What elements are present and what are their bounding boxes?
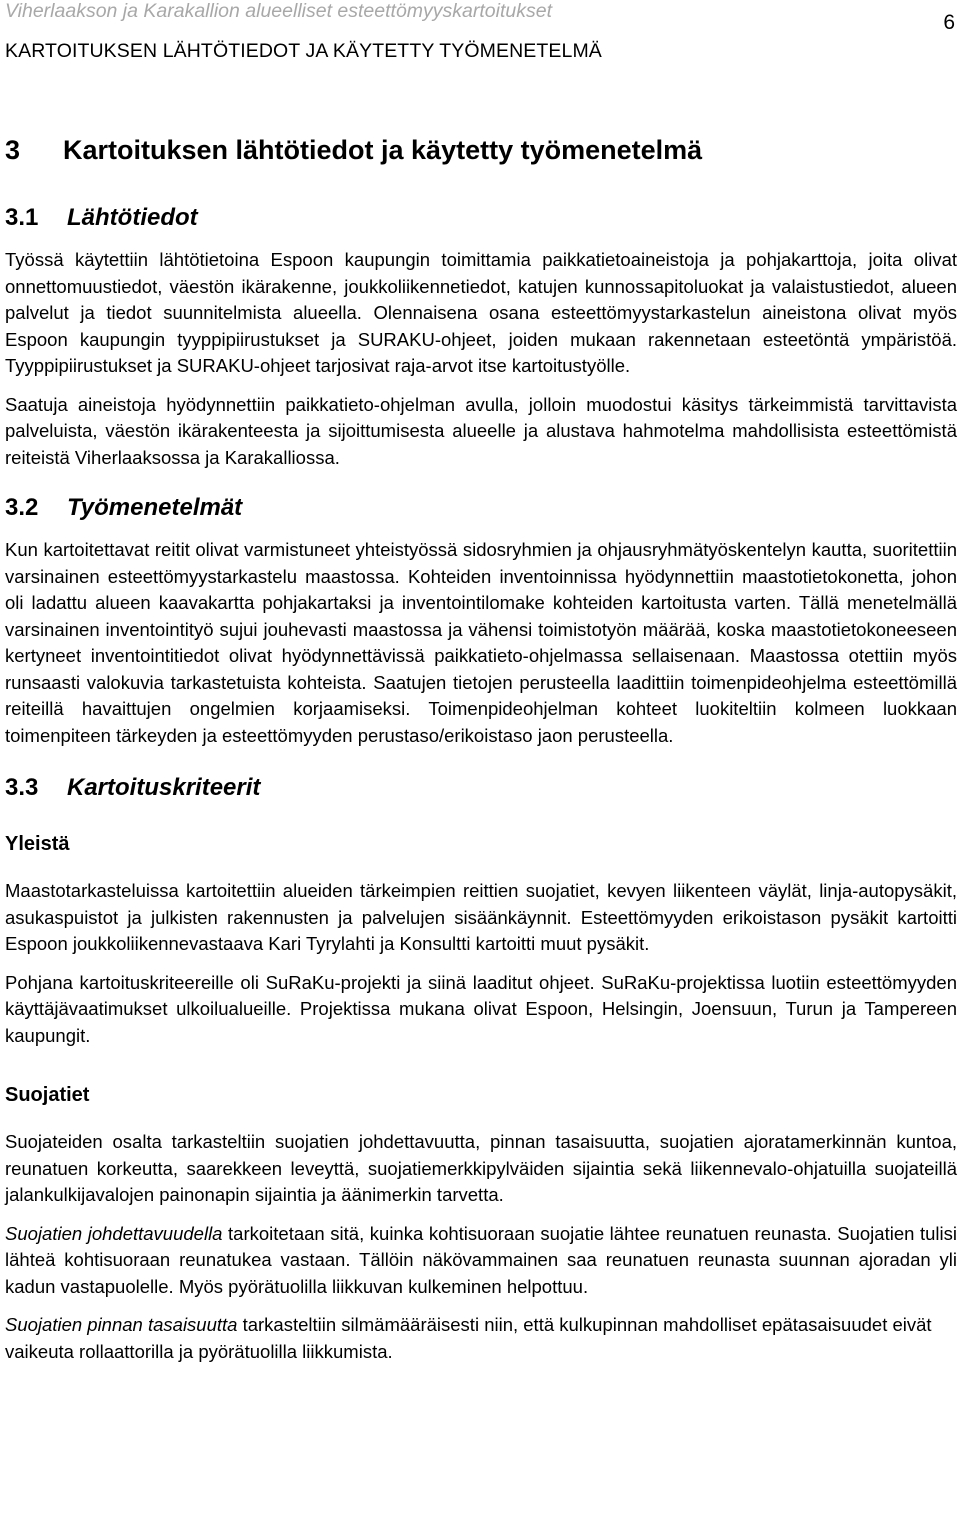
section-title: Kartoituksen lähtötiedot ja käytetty työmenetelmä	[63, 135, 703, 165]
paragraph	[5, 1221, 957, 1301]
running-title: Viherlaakson ja Karakallion alueelliset esteettömyyskartoitukset	[5, 0, 553, 22]
paragraph: Saatuja aineistoja hyödynnettiin paikkatieto-ohjelman avulla, jolloin muodostui käsitys tärkeimmistä tarvittavista palveluista, väestön ikärakenteesta ja sijoittumisesta alueelle ja alustava hahmotelma mahdollisista esteettömistä reiteistä Viherlaaksossa ja Karakalliossa.	[5, 393, 957, 468]
document-body	[5, 130, 957, 1377]
paragraph: Pohjana kartoituskriteereille oli SuRaKu-projekti ja siinä laaditut ohjeet. SuRaKu-projektissa luotiin esteettömyyden käyttäjävaatimukset ulkoilualueille. Projektissa mukana olivat Espoon, Helsingin, Joensuun, Turun ja Tampereen kaupungit.	[5, 971, 957, 1046]
paragraph: Suojateiden osalta tarkasteltiin suojatien johdettavuutta, pinnan tasaisuutta, suojatien ajoratamerkinnän kuntoa, reunatuen korkeutta, saarekkeen leveyttä, suojatiemerkkipylväiden sijaintia sekä liikennevalo-ohjatuilla suojateillä jalankulkijavalojen painonapin sijaintia ja äänimerkin tarvetta.	[5, 1131, 957, 1205]
section-number: 3.1	[5, 204, 39, 231]
page-number: 6	[943, 11, 955, 34]
section-number: 3.3	[5, 774, 39, 801]
section-3-heading	[5, 130, 957, 170]
section-3-1-heading	[5, 201, 957, 235]
subheading-crossings: Suojatiet	[5, 1084, 90, 1106]
paragraph	[5, 1312, 957, 1365]
section-number: 3.2	[5, 494, 39, 521]
section-title: Kartoituskriteerit	[67, 774, 261, 801]
paragraph-text: tarkoitetaan sitä, kuinka kohtisuoraan suojatie lähtee reunatuen reunasta. Suojatien tulisi lähteä kohtisuoraan reunatukea vastaan. Tällöin näkövammainen saa reunatuen reunasta suunnan ajoradan yli kadun vastapuolelle. Myös pyörätuolilla liikkuvan kulkeminen helpottuu.	[5, 1222, 957, 1297]
emphasized-term: Suojatien johdettavuudella	[5, 1222, 223, 1244]
section-title: Lähtötiedot	[67, 204, 198, 231]
emphasized-term: Suojatien pinnan tasaisuutta	[5, 1314, 238, 1335]
paragraph: Työssä käytettiin lähtötietoina Espoon kaupungin toimittamia paikkatietoaineistoja ja pohjakarttoja, joita olivat onnettomuustiedot, väestön ikärakenne, joukkoliikennetiedot, katujen kunnossapitoluokat ja valaistustiedot, alueen palvelut ja tiedot suunnitelmista alueella. Olennaisena osana esteettömyystarkastelun aineistona olivat myös Espoon kaupungin tyyppipiirustukset ja SURAKU-ohjeet, joiden mukaan rakennetaan esteetöntä ympäristöä. Tyyppipiirustukset ja SURAKU-ohjeet tarjosivat raja-arvot itse kartoitustyölle.	[5, 249, 957, 376]
section-title: Työmenetelmät	[67, 494, 243, 521]
section-number: 3	[5, 135, 21, 165]
paragraph: Maastotarkasteluissa kartoitettiin alueiden tärkeimpien reittien suojatiet, kevyen liikenteen väylät, linja-autopysäkit, asukaspuistot ja julkisten rakennusten ja palvelujen sisäänkäynnit. Esteettömyyden erikoistason pysäkit kartoitti Espoon joukkoliikennevastaava Kari Tyrylahti ja Konsultti kartoitti muut pysäkit.	[5, 880, 957, 954]
subheading-general: Yleistä	[5, 833, 70, 855]
chapter-title: KARTOITUKSEN LÄHTÖTIEDOT JA KÄYTETTY TYÖMENETELMÄ	[5, 40, 602, 62]
paragraph-text: tarkasteltiin silmämääräisesti niin, että kulkupinnan mahdolliset epätasaisuudet eivät vaikeuta rollaattorilla ja pyörätuolilla liikkumista.	[5, 1314, 932, 1362]
section-3-2-heading	[5, 491, 957, 525]
paragraph: Kun kartoitettavat reitit olivat varmistuneet yhteistyössä sidosryhmien ja ohjausryhmätyöskentelyn kautta, suoritettiin varsinainen esteettömyystarkastelu maastossa. Kohteiden inventoinnissa hyödynnettiin maastotietokonetta, johon oli ladattu alueen kaavakartta pohjakartaksi ja inventointilomake kohteiden kartoitusta varten. Tällä menetelmällä varsinainen inventointityö sujui jouhevasti maastossa ja vähensi toimistotyön määrää, koska maastotietokoneeseen kertyneet inventointitiedot olivat hyödynnettävissä paikkatieto-ohjelmassa sellaisenaan. Maastossa otettiin myös runsaasti valokuvia tarkastetuista kohteista. Saatujen tietojen perusteella laadittiin toimenpideohjelma esteettömillä reiteillä havaittujen ongelmien korjaamiseksi. Toimenpideohjelman kohteet luokiteltiin kolmeen luokkaan toimenpiteen tärkeyden ja esteettömyyden perustaso/erikoistaso jaon perusteella.	[5, 539, 957, 746]
section-3-3-heading	[5, 771, 957, 805]
